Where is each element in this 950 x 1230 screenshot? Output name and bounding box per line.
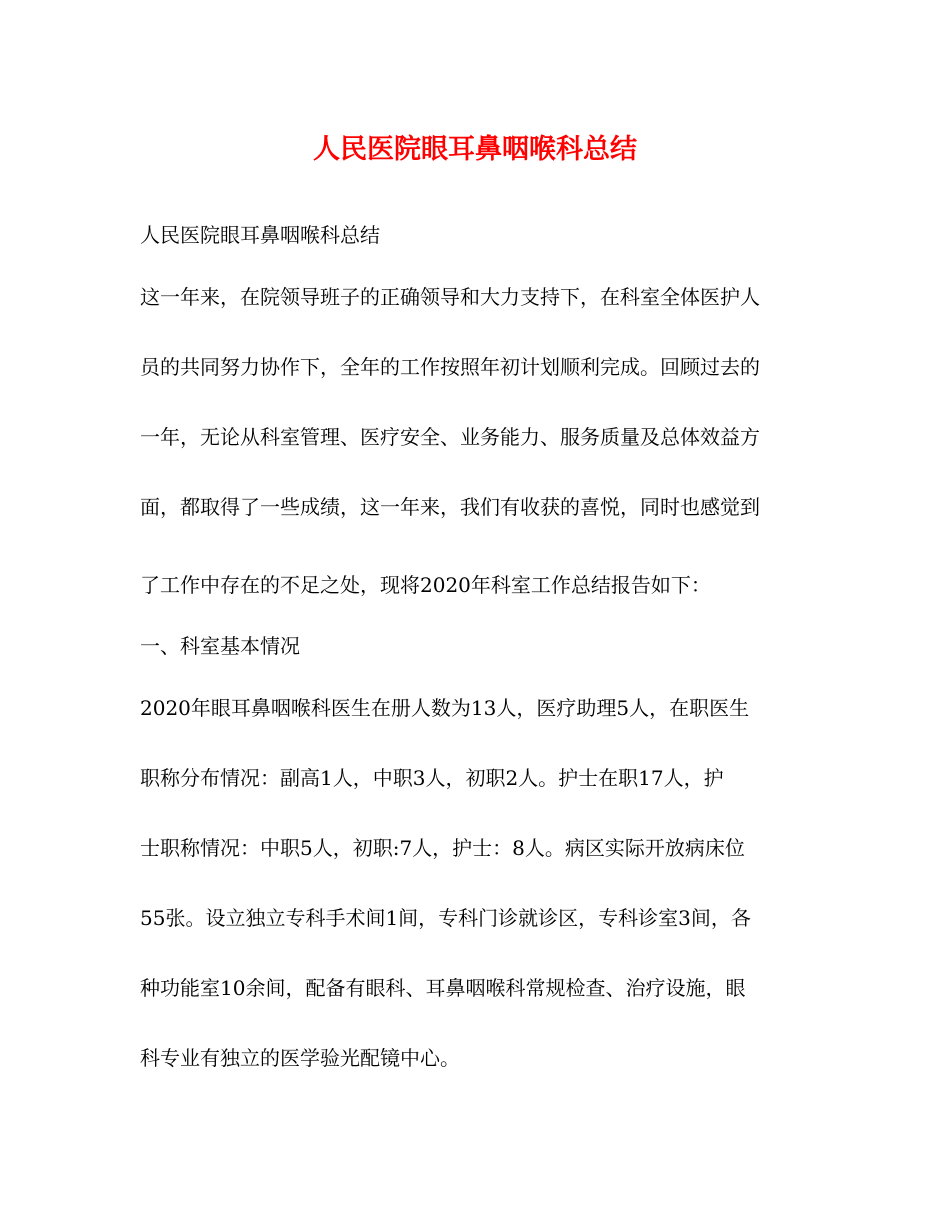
paragraph-line: 士职称情况：中职5人，初职:7人，护士：8人。病区实际开放病床位: [140, 836, 745, 860]
paragraph-line: 科专业有独立的医学验光配镜中心。: [140, 1046, 460, 1070]
paragraph-line: 种功能室10余间，配备有眼科、耳鼻咽喉科常规检查、治疗设施，眼: [140, 976, 746, 1000]
page-title: 人民医院眼耳鼻咽喉科总结: [313, 134, 637, 165]
subtitle-line: 人民医院眼耳鼻咽喉科总结: [140, 223, 380, 247]
paragraph-line: 面，都取得了一些成绩，这一年来，我们有收获的喜悦，同时也感觉到: [140, 495, 760, 519]
paragraph-line: 了工作中存在的不足之处，现将2020年科室工作总结报告如下：: [140, 573, 711, 597]
paragraph-line: 2020年眼耳鼻咽喉科医生在册人数为13人，医疗助理5人，在职医生: [140, 696, 750, 720]
paragraph-line: 一年，无论从科室管理、医疗安全、业务能力、服务质量及总体效益方: [140, 425, 760, 449]
paragraph-line: 员的共同努力协作下，全年的工作按照年初计划顺利完成。回顾过去的: [140, 355, 760, 379]
paragraph-line: 职称分布情况：副高1人，中职3人，初职2人。护士在职17人，护: [140, 766, 724, 790]
section-heading: 一、科室基本情况: [140, 634, 300, 658]
paragraph-line: 这一年来，在院领导班子的正确领导和大力支持下，在科室全体医护人: [140, 285, 760, 309]
paragraph-line: 55张。设立独立专科手术间1间，专科门诊就诊区，专科诊室3间，各: [140, 906, 751, 930]
